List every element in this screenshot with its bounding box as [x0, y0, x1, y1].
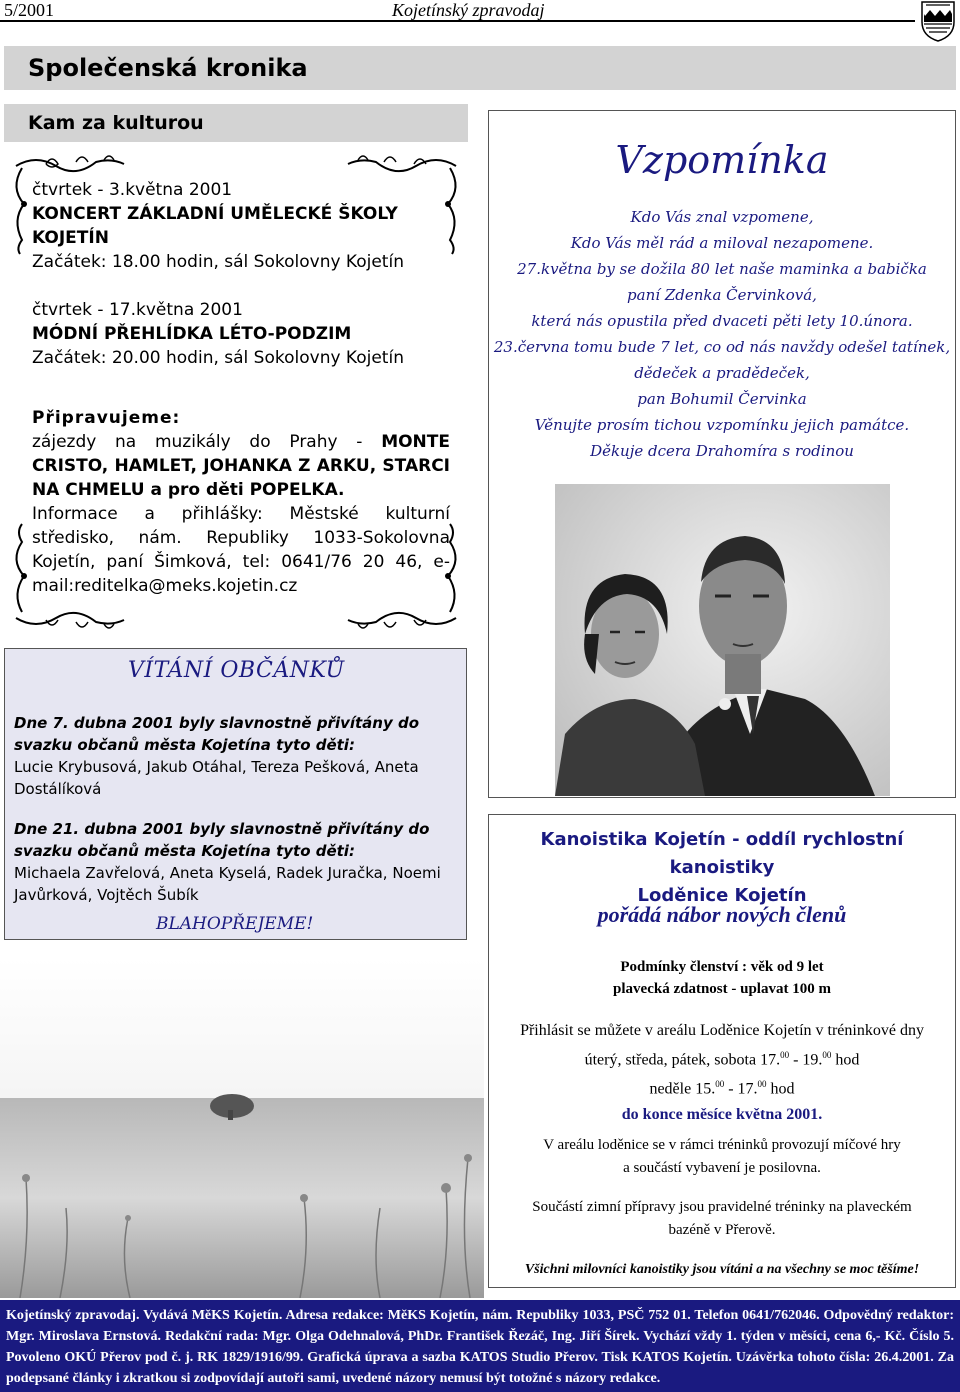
- welcoming-entry-heading: Dne 7. dubna 2001 byly slavnostně přivítány do svazku občanů města Kojetína tyto děti:: [14, 714, 420, 754]
- memorial-line: paní Zdenka Červinková,: [627, 286, 817, 304]
- event-title: KONCERT ZÁKLADNÍ UMĚLECKÉ ŠKOLY KOJETÍN: [32, 204, 398, 248]
- memorial-text: [488, 204, 956, 464]
- welcoming-entry: [14, 712, 456, 800]
- canoe-schedule-weekdays: úterý, středa, pátek, sobota 17.00 - 19.00 hod: [584, 1050, 860, 1069]
- prepare-title: Připravujeme:: [32, 408, 181, 428]
- canoe-schedule-sunday: neděle 15.00 - 17.00 hod: [649, 1079, 795, 1098]
- memorial-line: 23.června tomu bude 7 let, co od nás navždy odešel tatínek,: [493, 338, 951, 356]
- prepare-info: Informace a přihlášky: Městské kulturní středisko, nám. Republiky 1033-Sokolovna Kojetín, paní Šimková, tel: 0641/76 20 46, e-mail:reditelka@meks.kojetin.cz: [32, 504, 450, 596]
- memorial-title: Vzpomínka: [615, 138, 829, 182]
- town-crest-icon: [920, 0, 956, 42]
- memorial-photo: [555, 484, 890, 796]
- footer-imprint: Kojetínský zpravodaj. Vydává MěKS Kojetín. Adresa redakce: MěKS Kojetín, nám. Republiky 1033, PSČ 752 01. Telefon 0641/762046. Odpovědný redaktor: Mgr. Miroslava Ernstová. Redakční rada: Mgr. Olga Odehnalová, PhDr. František Řezáč, Ing. Jiří Šírek. Vychází vždy 1. týden v měsíci, cena 6,- Kč. Číslo 5. Povoleno OKÚ Přerov pod č. j. RK 1829/1916/99. Grafická úprava a sazba KATOS Studio Přerov. Tisk KATOS Kojetín. Uzávěrka tohoto čísla: 26.4.2001. Za podepsané články i zkratkou si zodpovídají autoři sami, uvedené názory nemusí být totožné s názory redakce.: [6, 1308, 954, 1386]
- welcoming-entry: [14, 818, 456, 906]
- prepare-shows: MONTE CRISTO, HAMLET, JOHANKA Z ARKU, STARCI NA CHMELU a pro děti POPELKA.: [32, 432, 450, 500]
- canoe-deadline: do konce měsíce května 2001.: [621, 1105, 823, 1123]
- landscape-photo: [0, 958, 484, 1298]
- canoe-schedule-intro: Přihlásit se můžete v areálu Loděnice Kojetín v tréninkové dny: [520, 1022, 924, 1039]
- event-date: čtvrtek - 17.května 2001: [32, 300, 243, 320]
- memorial-line: Kdo Vás znal vzpomene,: [630, 208, 814, 226]
- canoe-winter-line: Součástí zimní přípravy jsou pravidelné tréninky na plaveckém: [532, 1199, 912, 1215]
- event-detail: Začátek: 18.00 hodin, sál Sokolovny Kojetín: [32, 252, 404, 272]
- event-date: čtvrtek - 3.května 2001: [32, 180, 233, 200]
- memorial-line: která nás opustila před dvaceti pěti lety 10.února.: [531, 312, 913, 330]
- canoe-title-line2: Loděnice Kojetín: [637, 885, 807, 906]
- prepare-block: [32, 406, 450, 598]
- canoe-winter-line: bazéně v Přerově.: [668, 1222, 776, 1238]
- canoe-conditions-swim: plavecká zdatnost - uplavat 100 m: [613, 981, 831, 997]
- culture-events: [32, 178, 452, 370]
- section-title: Společenská kronika: [4, 46, 956, 90]
- memorial-line: pan Bohumil Červinka: [637, 390, 807, 408]
- event-detail: Začátek: 20.00 hodin, sál Sokolovny Kojetín: [32, 348, 404, 368]
- canoe-welcome: Všichni milovníci kanoistiky jsou vítáni a na všechny se moc těšíme!: [524, 1262, 920, 1277]
- event-title: MÓDNÍ PŘEHLÍDKA LÉTO-PODZIM: [32, 324, 352, 344]
- memorial-line: Věnujte prosím tichou vzpomínku jejich památce.: [534, 416, 910, 434]
- welcoming-title: VÍTÁNÍ OBČÁNKŮ: [128, 658, 345, 683]
- welcoming-entry-heading: Dne 21. dubna 2001 byly slavnostně přivítány do svazku občanů města Kojetína tyto děti:: [14, 820, 430, 860]
- canoe-facilities-line: V areálu loděnice se v rámci tréninků provozují míčové hry: [543, 1137, 901, 1153]
- memorial-line: dědeček a pradědeček,: [634, 364, 810, 382]
- culture-heading: Kam za kulturou: [4, 104, 468, 142]
- congratulations: BLAHOPŘEJEME!: [156, 914, 314, 934]
- welcoming-entry-names: Lucie Krybusová, Jakub Otáhal, Tereza Pešková, Aneta Dostálíková: [14, 758, 419, 798]
- issue-number: 5/2001: [4, 0, 55, 20]
- publication-title: Kojetínský zpravodaj: [392, 0, 545, 20]
- canoe-facilities-line: a součástí vybavení je posilovna.: [623, 1160, 821, 1176]
- canoe-winter: [488, 1196, 956, 1242]
- canoe-facilities: [488, 1134, 956, 1180]
- memorial-line: Děkuje dcera Drahomíra s rodinou: [590, 442, 854, 460]
- prepare-intro: zájezdy na muzikály do Prahy -: [32, 432, 382, 452]
- memorial-line: Kdo Vás měl rád a miloval nezapomene.: [570, 234, 874, 252]
- canoe-conditions: [488, 956, 956, 1000]
- canoe-title-line1: Kanoistika Kojetín - oddíl rychlostní kanoistiky: [540, 829, 904, 878]
- welcoming-entry-names: Michaela Zavřelová, Aneta Kyselá, Radek Juračka, Noemi Javůrková, Vojtěch Šubík: [14, 864, 441, 904]
- canoe-schedule: [488, 1018, 956, 1127]
- header-rule: [0, 20, 915, 22]
- memorial-line: 27.května by se dožila 80 let naše maminka a babička: [517, 260, 927, 278]
- canoe-conditions-age: Podmínky členství : věk od 9 let: [620, 959, 824, 975]
- canoe-subtitle: pořádá nábor nových členů: [597, 902, 847, 927]
- canoe-title: [488, 826, 956, 910]
